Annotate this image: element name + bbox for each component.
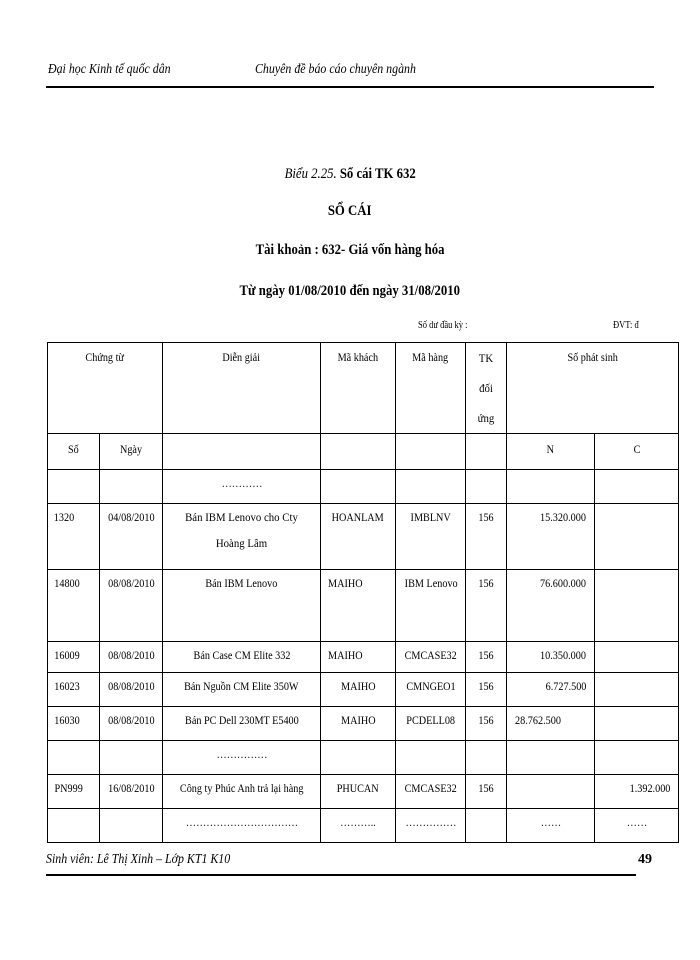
table-header-row	[48, 343, 679, 434]
table-row: PN999 16/08/2010 Công ty Phúc Anh trả lại hàng PHUCAN CMCASE32 156 1.392.000	[48, 775, 679, 809]
ledger-title-text: SỔ CÁI	[328, 203, 372, 219]
table-subheader-row	[48, 434, 679, 470]
ledger-table	[47, 342, 679, 843]
header-description: Diễn giải	[163, 343, 321, 434]
header-voucher: Chứng từ	[48, 343, 163, 434]
table-row: 16009 08/08/2010 Bán Case CM Elite 332 MAIHO CMCASE32 156 10.350.000	[48, 642, 679, 673]
ledger-title	[0, 203, 700, 220]
footer-divider	[46, 874, 636, 876]
header-contra-account: TK đối ứng	[466, 343, 507, 434]
header-number: Số	[48, 434, 100, 470]
table-row: 16023 08/08/2010 Bán Nguồn CM Elite 350W MAIHO CMNGEO1 156 6.727.500	[48, 673, 679, 707]
caption-label: Biểu 2.25.	[284, 166, 337, 182]
opening-balance-label: Số dư đầu kỳ :	[418, 320, 468, 331]
caption-title: Sổ cái TK 632	[339, 166, 416, 182]
table-row: ……………	[48, 741, 679, 775]
header-divider	[46, 86, 654, 88]
header-report-title: Chuyên đề báo cáo chuyên ngành	[255, 62, 416, 77]
unit-label: ĐVT: đ	[613, 320, 639, 331]
account-title	[0, 242, 700, 259]
table-row: 1320 04/08/2010 Bán IBM Lenovo cho Cty Hoàng Lâm HOANLAM IMBLNV 156 15.320.000	[48, 504, 679, 570]
table-row: …………………………… ……….. …………… …… ……	[48, 809, 679, 843]
period-title	[0, 283, 700, 300]
header-debit: N	[507, 434, 595, 470]
table-row: …………	[48, 470, 679, 504]
table-row: 16030 08/08/2010 Bán PC Dell 230MT E5400 MAIHO PCDELL08 156 28.762.500	[48, 707, 679, 741]
account-title-text: Tài khoản : 632- Giá vốn hàng hóa	[255, 242, 445, 258]
table-row: 14800 08/08/2010 Bán IBM Lenovo MAIHO IBM Lenovo 156 76.600.000	[48, 570, 679, 642]
header-customer-code: Mã khách	[321, 343, 396, 434]
header-university: Đại học Kinh tế quốc dân	[48, 62, 171, 77]
footer-student: Sinh viên: Lê Thị Xinh – Lớp KT1 K10	[46, 852, 231, 867]
header-credit: C	[595, 434, 679, 470]
header-amount: Số phát sinh	[507, 343, 679, 434]
header-date: Ngày	[100, 434, 163, 470]
period-title-text: Từ ngày 01/08/2010 đến ngày 31/08/2010	[239, 283, 461, 299]
table-caption	[0, 166, 700, 183]
page-number: 49	[638, 852, 652, 867]
header-item-code: Mã hàng	[396, 343, 466, 434]
